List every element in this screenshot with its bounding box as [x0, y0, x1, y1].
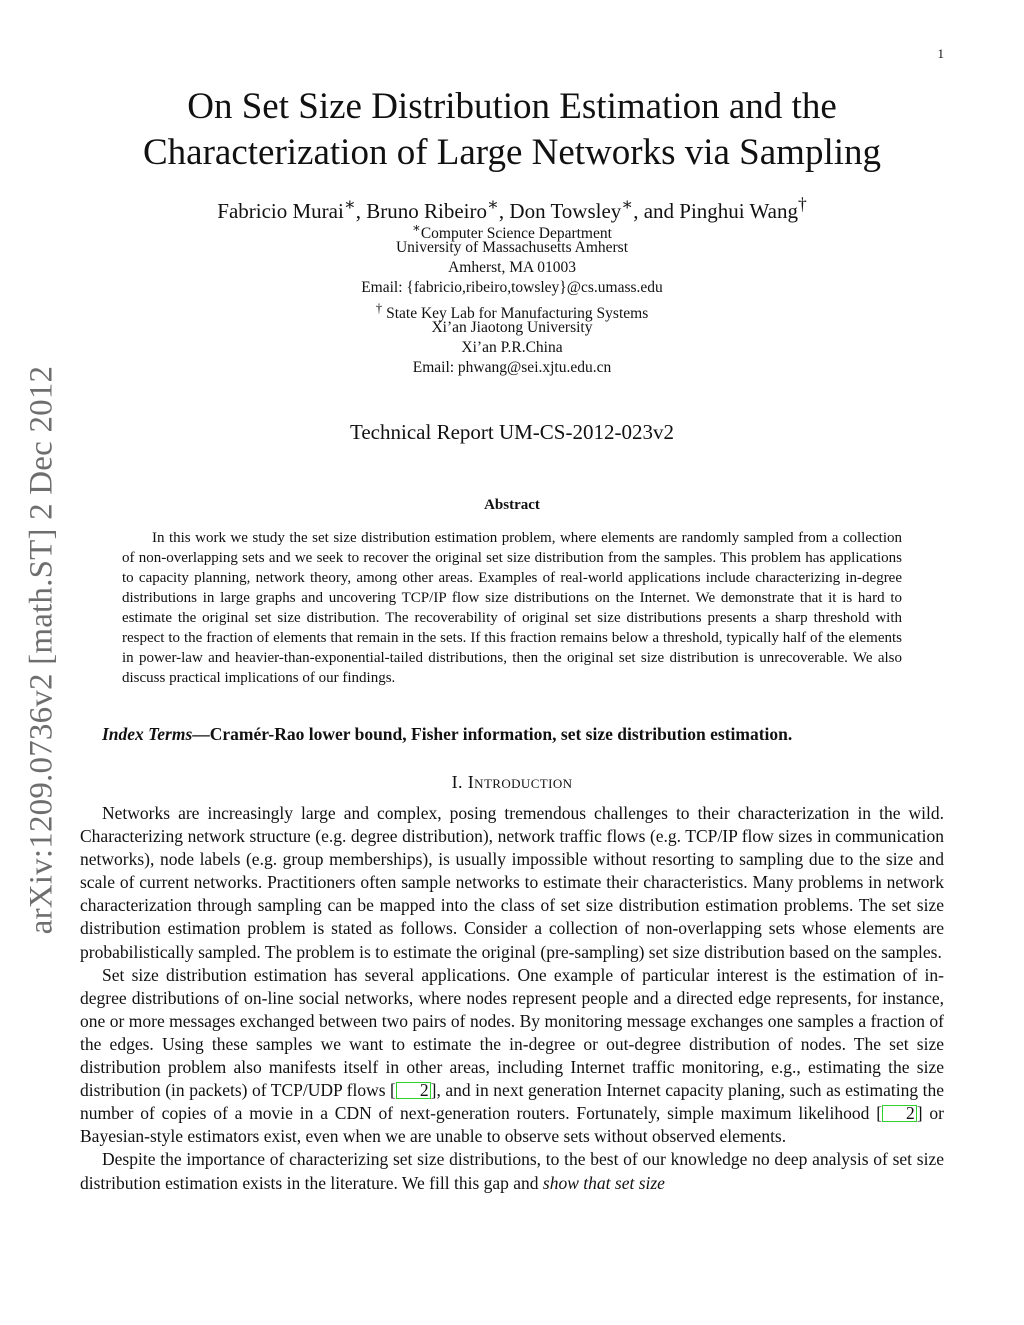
arxiv-stamp: arXiv:1209.0736v2 [math.ST] 2 Dec 2012	[23, 365, 60, 935]
abstract-heading: Abstract	[484, 497, 540, 513]
author-separator: , and	[633, 199, 680, 223]
affiliation-mark: ∗	[343, 194, 356, 214]
paragraph: Networks are increasingly large and complex, posing tremendous challenges to their characterization in the wild. Characterizing network structure (e.g. degree distribution), network traffic flows (e.g. TCP/IP flow sizes in communication networks), node labels (e.g. group memberships), is usually impossible without resorting to sampling due to the size and scale of current networks. Practitioners often sample networks to estimate their characteristics. Many problems in network characterization through sampling can be mapped into the class of set size distribution estimation problems. The set size distribution estimation problem is stated as follows. Consider a collection of non-overlapping sets whose elements are probabilistically sampled. The problem is to estimate the original (pre-sampling) set size distribution based on the samples.	[80, 803, 944, 962]
author-separator: ,	[498, 199, 510, 223]
title-line-1: On Set Size Distribution Estimation and the	[187, 86, 837, 127]
affiliation-line: Xi’an Jiaotong University	[431, 319, 593, 336]
paragraph: Set size distribution estimation has several applications. One example of particular interest is the estimation of in-degree distributions of on-line social networks, where nodes represent people and a directed edge represents, for instance, one or more messages exchanged between two pairs of nodes. By monitoring message exchanges one samples a fraction of the edges. Using these samples we want to estimate the in-degree or out-degree distribution of nodes. The set size distribution problem also manifests itself in other areas, including Internet traffic monitoring, e.g., estimating the size distribution (in packets) of TCP/UDP flows [ 2 ], and in next generation Internet capacity planing, such as estimating the number of copies of a movie in a CDN of next-generation routers. Fortunately, simple maximum likelihood [ 2 ] or Bayesian-style estimators exist, even when we are unable to observe sets without observed elements.	[80, 964, 945, 1147]
index-terms	[80, 722, 944, 746]
affiliation-mark: †	[375, 300, 383, 315]
citation-link[interactable]: 2	[396, 1082, 431, 1099]
title-line-2: Characterization of Large Networks via Sampling	[142, 132, 882, 173]
affiliation-line: Amherst, MA 01003	[448, 259, 576, 276]
affiliation-mark: ∗	[487, 194, 499, 214]
index-terms-label: Index Terms	[102, 724, 193, 744]
author-separator: ,	[355, 199, 367, 223]
introduction-body	[80, 802, 944, 1195]
section-heading: I. Introduction	[451, 772, 573, 792]
technical-report-id: Technical Report UM-CS-2012-023v2	[350, 420, 674, 444]
affiliation-mark: †	[797, 194, 807, 214]
author-name: Fabricio Murai	[217, 199, 344, 223]
paragraph: Despite the importance of characterizing set size distributions, to the best of our knowledge no deep analysis of set size distribution estimation exists in the literature. We fill this gap and show that set size	[80, 1149, 944, 1193]
page-number: 1	[937, 46, 944, 61]
paper-title	[80, 84, 944, 176]
affiliation-line: Xi’an P.R.China	[461, 339, 563, 356]
affiliation-email: Email: {fabricio,ribeiro,towsley}@cs.umass.edu	[361, 279, 663, 296]
emphasis-text: show that set size	[542, 1172, 665, 1193]
abstract-body: In this work we study the set size distribution estimation problem, where elements are randomly sampled from a collection of non-overlapping sets and we seek to recover the original set size distribution from the samples. This problem has applications to capacity planning, network theory, among other areas. Examples of real-world applications include characterizing in-degree distributions in large graphs and uncovering TCP/IP flow size distributions on the Internet. We demonstrate that it is hard to estimate the original set size distribution. The recoverability of original set size distributions presents a sharp threshold with respect to the fraction of elements that remain in the sets. If this fraction remains below a threshold, typically half of the elements in power-law and heavier-than-exponential-tailed distributions, then the original set size distribution is unrecoverable. We also discuss practical implications of our findings.	[122, 530, 902, 686]
author-name: Pinghui Wang	[679, 199, 798, 223]
author-name: Don Towsley	[509, 199, 622, 223]
affiliation-line: † State Key Lab for Manufacturing Systems	[375, 300, 649, 323]
citation-link[interactable]: 2	[882, 1105, 917, 1122]
affiliation-line: ∗Computer Science Department	[412, 220, 612, 243]
index-terms-text: —Cramér-Rao lower bound, Fisher information, set size distribution estimation.	[192, 724, 793, 744]
author-name: Bruno Ribeiro	[366, 199, 487, 223]
affiliations	[80, 218, 944, 378]
affiliation-line: University of Massachusetts Amherst	[395, 239, 629, 256]
affiliation-email: Email: phwang@sei.xjtu.edu.cn	[412, 359, 612, 376]
affiliation-mark: ∗	[621, 194, 634, 214]
affiliation-mark: ∗	[412, 220, 421, 235]
